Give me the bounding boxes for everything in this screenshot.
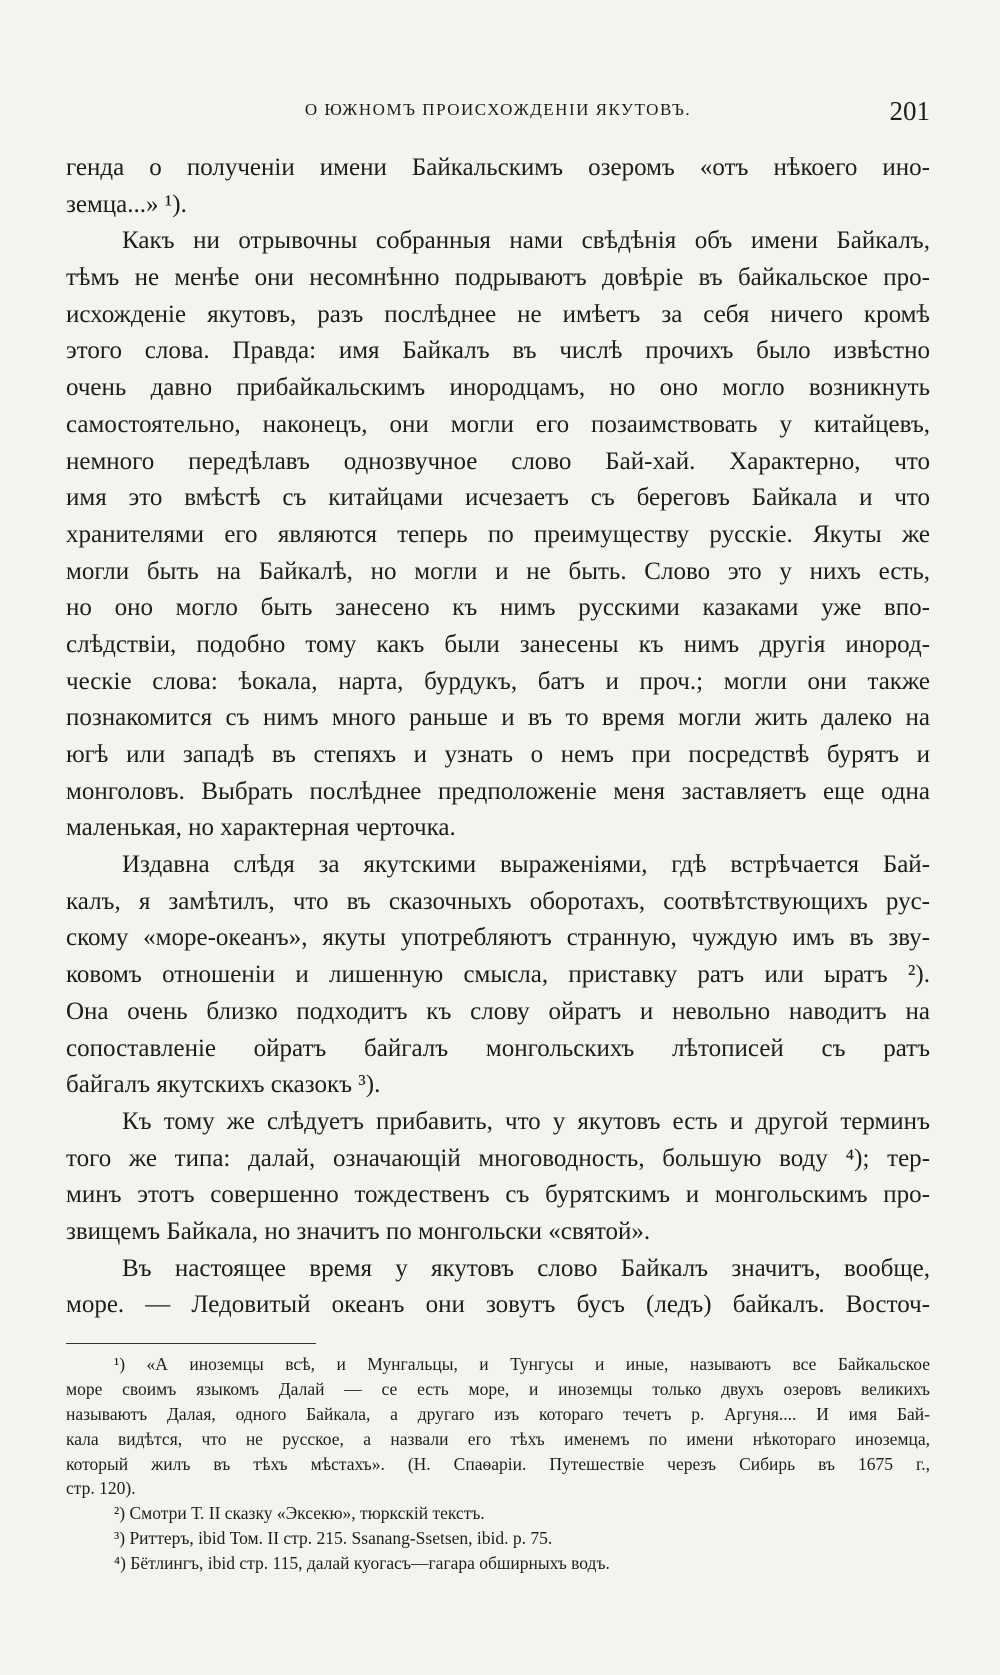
body-line: калъ, я замѣтилъ, что въ сказочныхъ оборотахъ, соотвѣтствующихъ рус- — [66, 887, 930, 915]
footnote-line: ³) Риттеръ, ibid Том. II стр. 215. Ssanang-Ssetsen, ibid. p. 75. — [114, 1528, 553, 1549]
body-line: минъ этотъ совершенно тождественъ съ бурятскимъ и монгольскимъ про- — [66, 1181, 930, 1209]
body-line: могли быть на Байкалѣ, но могли и не быть. Слово это у нихъ есть, — [66, 557, 930, 585]
body-line: имя это вмѣстѣ съ китайцами исчезаетъ съ береговъ Байкала и что — [66, 484, 930, 512]
body-line: скому «море-океанъ», якуты употребляютъ странную, чуждую имъ въ зву- — [66, 924, 930, 952]
footnote-line: стр. 120). — [66, 1478, 136, 1499]
body-line: земца...» ¹). — [66, 190, 187, 218]
footnote-divider — [66, 1343, 316, 1344]
body-line: байгалъ якутскихъ сказокъ ³). — [66, 1071, 381, 1099]
body-line: познакомится съ нимъ много раньше и въ то время могли жить далеко на — [66, 704, 930, 732]
footnote-line: ²) Смотри Т. II сказку «Эксекю», тюркскiй текстъ. — [114, 1503, 485, 1524]
body-line: очень давно прибайкальскимъ инородцамъ, но оно могло возникнуть — [66, 374, 930, 402]
body-line: Издавна слѣдя за якутскими выраженiями, гдѣ встрѣчается Бай- — [122, 851, 930, 879]
body-line: ческiе слова: ѣокала, нарта, бурдукъ, батъ и проч.; могли они также — [66, 667, 930, 695]
body-text — [66, 150, 930, 1324]
body-line: Она очень близко подходитъ къ слову ойратъ и невольно наводитъ на — [66, 997, 930, 1025]
body-line: ковомъ отношенiи и лишенную смысла, приставку ратъ или ыратъ ²). — [66, 961, 930, 989]
footnote-line: называютъ Далая, одного Байкала, а другаго изъ котораго течетъ р. Аргуня.... И имя Бай- — [66, 1403, 930, 1424]
body-line: море. — Ледовитый океанъ они зовутъ бусъ (ледъ) байкалъ. Восточ- — [66, 1291, 930, 1319]
body-line: самостоятельно, наконецъ, они могли его позаимствовать у китайцевъ, — [66, 410, 930, 438]
body-line: этого слова. Правда: имя Байкалъ въ числѣ прочихъ было извѣстно — [66, 337, 930, 365]
body-line: тѣмъ не менѣе они несомнѣнно подрываютъ довѣрiе въ байкальское про- — [66, 264, 930, 292]
body-line: немного передѣлавъ однозвучное слово Бай-хай. Характерно, что — [66, 447, 930, 475]
footnote-line: ⁴) Бётлингъ, ibid стр. 115, далай куогасъ—гагара обширныхъ водъ. — [114, 1553, 610, 1574]
body-line: звищемъ Байкала, но значитъ по монгольски «святой». — [66, 1217, 651, 1245]
body-line: слѣдствiи, подобно тому какъ были занесены къ нимъ другiя инород- — [66, 630, 930, 658]
body-line: монголовъ. Выбрать послѣднее предположенiе меня заставляетъ еще одна — [66, 777, 930, 805]
footnote-line: ¹) «А иноземцы всѣ, и Мунгальцы, и Тунгусы и иные, называютъ все Байкальское — [114, 1354, 930, 1374]
body-line: Къ тому же слѣдуетъ прибавить, что у якутовъ есть и другой терминъ — [122, 1107, 930, 1135]
body-line: генда о полученiи имени Байкальскимъ озеромъ «отъ нѣкоего ино- — [66, 154, 930, 181]
running-title: О ЮЖНОМЪ ПРОИСХОЖДЕНIИ ЯКУТОВЪ. — [304, 100, 692, 119]
footnote-line: который жилъ въ тѣхъ мѣстахъ». (Н. Спаѳарiи. Путешествiе черезъ Сибирь въ 1675 г., — [66, 1453, 930, 1474]
footnote-line: море своимъ языкомъ Далай — се есть море, и иноземцы только двухъ озеровъ великихъ — [66, 1378, 930, 1399]
body-line: сопоставленiе ойратъ байгалъ монгольскихъ лѣтописей съ ратъ — [66, 1034, 930, 1062]
body-line: хранителями его являются теперь по преимуществу русскiе. Якуты же — [66, 520, 930, 548]
body-line: того же типа: далай, означающiй многоводность, большую воду ⁴); тер- — [66, 1144, 930, 1172]
body-line: Какъ ни отрывочны собранныя нами свѣдѣнiя объ имени Байкалъ, — [122, 227, 930, 255]
body-line: но оно могло быть занесено къ нимъ русскими казаками уже впо- — [66, 594, 930, 622]
footnote-line: кала видѣтся, что не русское, а назвали его тѣхъ именемъ по имени нѣкотораго иноземца, — [66, 1428, 930, 1449]
body-line: югѣ или западѣ въ степяхъ и узнать о немъ при посредствѣ бурятъ и — [66, 741, 930, 768]
page-number: 201 — [889, 96, 930, 126]
body-line: исхожденiе якутовъ, разъ послѣднее не имѣетъ за себя ничего кромѣ — [66, 300, 930, 328]
body-line: маленькая, но характерная черточка. — [66, 814, 456, 842]
body-line: Въ настоящее время у якутовъ слово Байкалъ значитъ, вообще, — [122, 1254, 930, 1282]
running-head — [66, 96, 930, 130]
footnotes — [66, 1352, 930, 1576]
